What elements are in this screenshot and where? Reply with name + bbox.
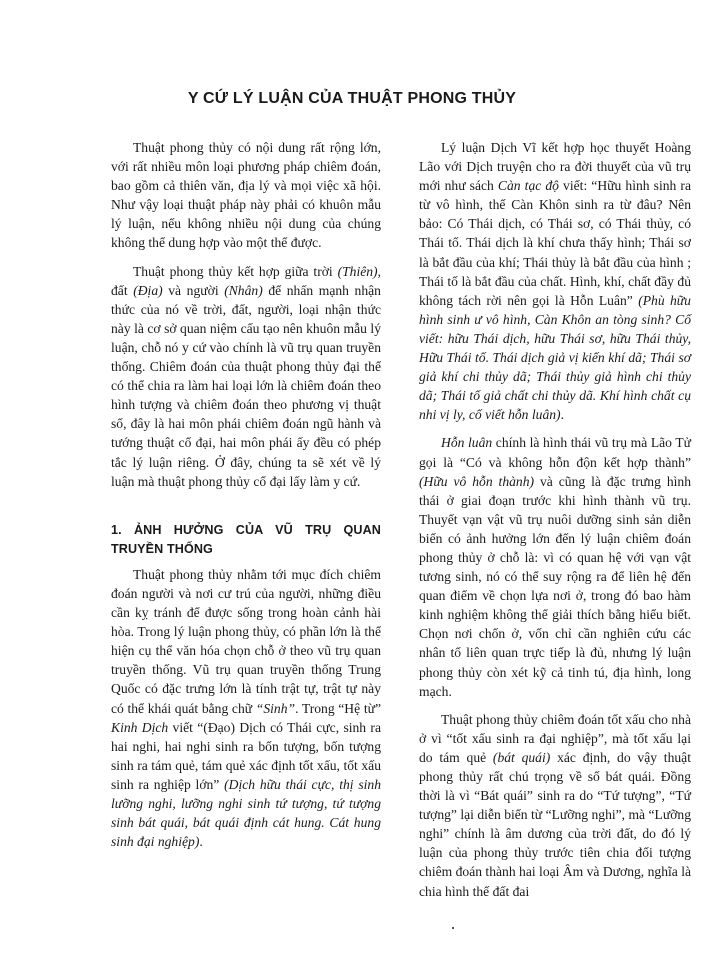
left-column xyxy=(111,138,381,860)
chapter-title: Y CỨ LÝ LUẬN CỦA THUẬT PHONG THỦY xyxy=(187,90,517,107)
section-heading: 1. ẢNH HƯỞNG CỦA VŨ TRỤ QUAN TRUYỀN THỐNG xyxy=(111,522,381,556)
paragraph: Thuật phong thủy chiêm đoán tốt xấu cho nhà ở vì “tốt xấu sinh ra đại nghiệp”, mà tốt xấu lại do tám quẻ (bát quái) xác định, do vậy thuật phong thủy rất chú trọng về số bát quái. Đồng thời là vì “Bát quái” sinh ra do “Tứ tượng”, “Tứ tượng” lại diễn biến từ “Lưỡng nghi”, mà “Lưỡng nghi” chính là âm dương của trời đất, do đó lý luận của phong thủy trước tiên chia đối tượng chiêm đoán thành hai loại Âm và Dương, nghĩa là chia hình thế đất đai xyxy=(419,711,692,899)
paragraph: Hỗn luân chính là hình thái vũ trụ mà Lão Tử gọi là “Có và không hỗn độn kết hợp thành” (Hữu vô hỗn thành) và cũng là đặc trưng hình thái ở giai đoạn trước khi hình thành vũ trụ. Thuyết vạn vật vũ trụ nuôi dưỡng sinh sản diễn biến có ảnh hưởng lớn đến lý luận chiêm đoán phong thủy ở chỗ là: vì có quan hệ với vạn vật tương sinh, nó có thể suy rộng ra để liên hệ đến quan điểm về chọn lựa nơi ở, trong đó bao hàm kinh nghiệm không thể giải thích bằng hiểu biết. Chọn nơi chốn ở, vốn chỉ cần nghiên cứu các nhân tố liên quan trực tiếp là đủ, nhưng lý luận phong thủy còn xét kỹ cả tinh tú, địa hình, long mạch. xyxy=(419,435,691,699)
right-column xyxy=(419,138,691,910)
paragraph: Thuật phong thủy có nội dung rất rộng lớn, với rất nhiều môn loại phương pháp chiêm đoán, bao gồm cả thiên văn, địa lý và mọi việc xã hội. Như vậy loại thuật pháp này phải có khuôn mẫu lý luận, nếu không nhiều nội dung của chúng không thể dung hợp vào một thể được. xyxy=(111,140,381,251)
paragraph: Thuật phong thủy kết hợp giữa trời (Thiên), đất (Địa) và người (Nhân) để nhấn mạnh nhận thức của nó về trời, đất, người, loại nhận thức này là cơ sở quan niệm cấu tạo nên khuôn mẫu lý luận, chỗ nó y cứ vào chính là vũ trụ quan truyền thống. Chiêm đoán của thuật phong thủy đại thể có thể chia ra làm hai loại lớn là chiêm đoán theo hình tượng và chiêm đoán theo phương vị thuật số, đây là hai môn phái chiêm đoán ngũ hành và tướng thuật cổ đại, hai môn phái ấy đều có phép tắc lý luận riêng. Ở đây, chúng ta sẽ xét về lý luận mà thuật phong thủy cổ đại lấy làm y cứ. xyxy=(111,263,381,489)
scan-speck xyxy=(452,927,454,929)
paragraph: Thuật phong thủy nhằm tới mục đích chiêm đoán người và nơi cư trú của người, những điều cần kỵ tránh để được sống trong hoàn cảnh hài hòa. Trong lý luận phong thủy, có phần lớn là thể hiện cụ thể văn hóa chọn chỗ ở theo vũ trụ quan truyền thống. Vũ trụ quan truyền thống Trung Quốc có đặc trưng lớn là tính trật tự, trật tự này có thể khái quát bằng chữ “Sinh”. Trong “Hệ từ” Kinh Dịch viết “(Đạo) Dịch có Thái cực, sinh ra hai nghi, hai nghi sinh ra bốn tượng, bốn tượng sinh ra tám quẻ, tám quẻ xác định tốt xấu, tốt xấu sinh ra nghiệp lớn” (Dịch hữu thái cực, thị sinh lưỡng nghi, lưỡng nghi sinh tứ tượng, tứ tượng sinh bát quái, bát quái định cát hung. Cát hung sinh đại nghiệp). xyxy=(111,566,381,850)
paragraph: Lý luận Dịch Vĩ kết hợp học thuyết Hoàng Lão với Dịch truyện cho ra đời thuyết của vũ trụ mới như sách Càn tạc độ viết: “Hữu hình sinh ra từ vô hình, thế Càn Khôn sinh ra từ đâu? Nên bảo: Có Thái dịch, có Thái sơ, có Thái thủy, có Thái tố. Thái dịch là khí chưa thấy hình; Thái sơ là bắt đầu của khí; Thái thủy là bắt đầu của hình ; Thái tố là bắt đầu của chất. Hình, khí, chất đầy đủ không tách rời nên gọi là Hỗn Luân” (Phù hữu hình sinh ư vô hình, Càn Khôn an tòng sinh? Cố viết: hữu Thái dịch, hữu Thái sơ, hữu Thái thủy, Hữu Thái tố. Thái dịch giả vị kiến khí dã; Thái sơ giả khí chi thủy dã; Thái thủy giả hình chi thủy dã; Thái tố giả chất chi thủy dã. Khí hình chất cụ nhi vị ly, cố viết hỗn luân). xyxy=(419,140,691,423)
